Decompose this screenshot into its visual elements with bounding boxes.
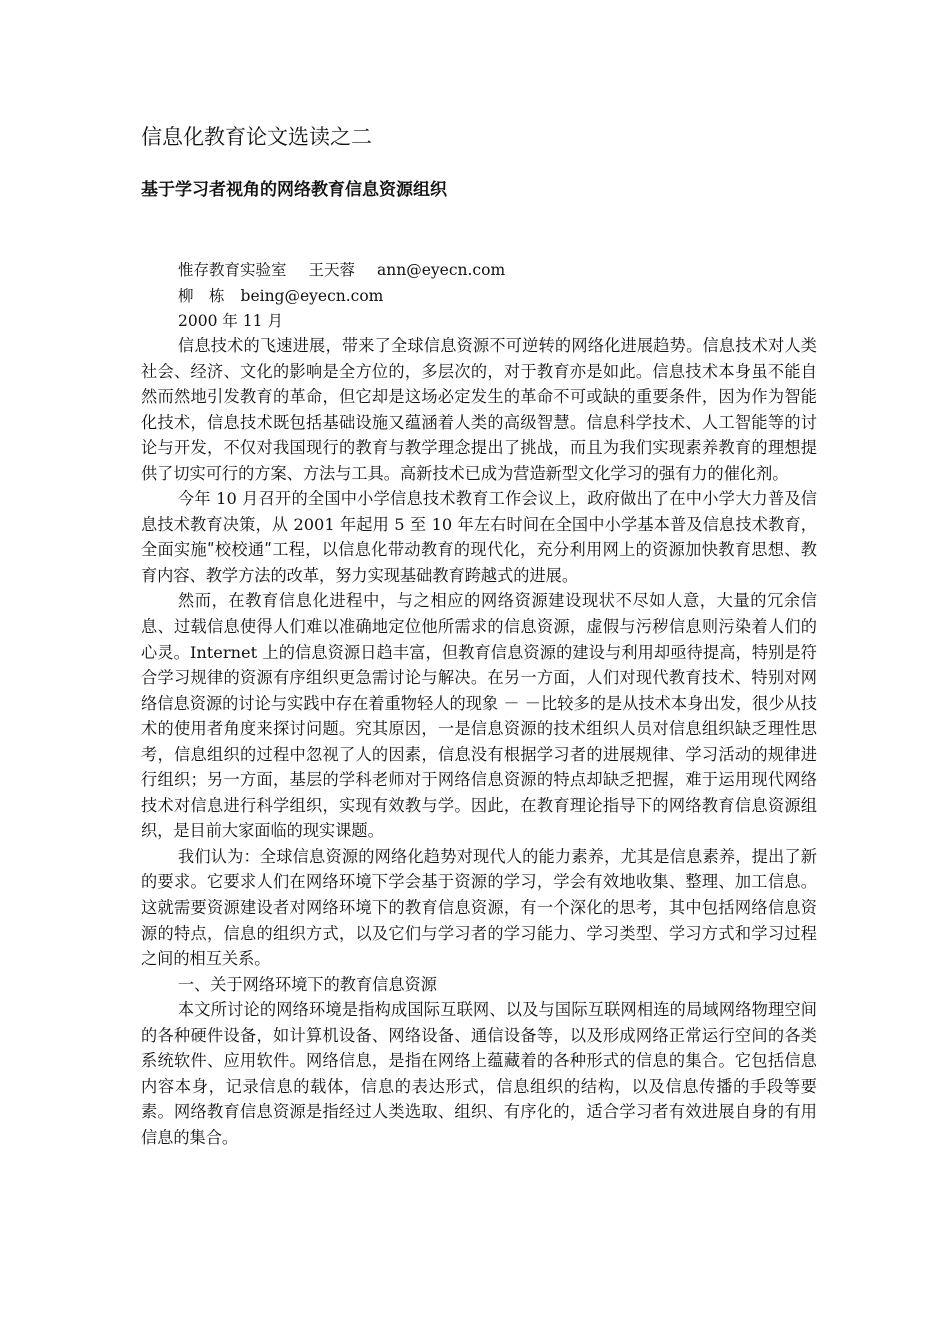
document-date: 2000 年 11 月 bbox=[178, 312, 283, 330]
author-organization: 惟存教育实验室 bbox=[178, 261, 287, 279]
author-email: being@eyecn.com bbox=[240, 287, 384, 305]
author-name: 王天蓉 bbox=[308, 261, 356, 279]
author-email: ann@eyecn.com bbox=[377, 261, 506, 279]
document-title: 信息化教育论文选读之二 bbox=[141, 125, 372, 149]
body-paragraph: 然而，在教育信息化进程中，与之相应的网络资源建设现状不尽如人意，大量的冗余信息、过载信息使得人们难以准确地定位他所需求的信息资源，虚假与污秽信息则污染着人们的心灵。Internet 上的信息资源日趋丰富，但教育信息资源的建设与利用却亟待提高，特别是符合学习规律的资源有序组织更急需讨论与解决。在另一方面，人们对现代教育技术、特别对网络信息资源的讨论与实践中存在着重物轻人的现象 － －比较多的是从技术本身出发，很少从技术的使用者角度来探讨问题。究其原因，一是信息资源的技术组织人员对信息组织缺乏理性思考，信息组织的过程中忽视了人的因素，信息没有根据学习者的进展规律、学习活动的规律进行组织；另一方面，基层的学科老师对于网络信息资源的特点却缺乏把握，难于运用现代网络技术对信息进行科学组织，实现有效教与学。因此，在教育理论指导下的网络教育信息资源组织，是目前大家面临的现实课题。 bbox=[141, 591, 817, 841]
body-paragraph: 本文所讨论的网络环境是指构成国际互联网、以及与国际互联网相连的局域网络物理空间的各种硬件设备，如计算机设备、网络设备、通信设备等，以及形成网络正常运行空间的各类系统软件、应用软件。网络信息，是指在网络上蕴藏着的各种形式的信息的集合。它包括信息内容本身，记录信息的载体，信息的表达形式，信息组织的结构，以及信息传播的手段等要素。网络教育信息资源是指经过人类选取、组织、有序化的，适合学习者有效进展自身的有用信息的集合。 bbox=[141, 1000, 817, 1147]
author-line-2 bbox=[178, 284, 383, 308]
article-body bbox=[141, 333, 817, 1151]
document-subtitle: 基于学习者视角的网络教育信息资源组织 bbox=[141, 180, 447, 200]
author-name: 柳 栋 bbox=[178, 287, 225, 305]
body-paragraph: 信息技术的飞速进展，带来了全球信息资源不可逆转的网络化进展趋势。信息技术对人类社会、经济、文化的影响是全方位的，多层次的，对于教育亦是如此。信息技术本身虽不能自然而然地引发教育的革命，但它却是这场必定发生的革命不可或缺的重要条件，因为作为智能化技术，信息技术既包括基础设施又蕴涵着人类的高级智慧。信息科学技术、人工智能等的讨论与开发，不仅对我国现行的教育与教学理念提出了挑战，而且为我们实现素养教育的理想提供了切实可行的方案、方法与工具。高新技术已成为营造新型文化学习的强有力的催化剂。 bbox=[141, 336, 817, 483]
author-line-1 bbox=[178, 258, 505, 282]
body-paragraph: 我们认为：全球信息资源的网络化趋势对现代人的能力素养，尤其是信息素养，提出了新的要求。它要求人们在网络环境下学会基于资源的学习，学会有效地收集、整理、加工信息。这就需要资源建设者对网络环境下的教育信息资源，有一个深化的思考，其中包括网络信息资源的特点，信息的组织方式，以及它们与学习者的学习能力、学习类型、学习方式和学习过程之间的相互关系。 bbox=[141, 846, 817, 969]
section-heading: 一、关于网络环境下的教育信息资源 bbox=[177, 974, 437, 994]
body-paragraph: 今年 10 月召开的全国中小学信息技术教育工作会议上，政府做出了在中小学大力普及信息技术教育决策，从 2001 年起用 5 至 10 年左右时间在全国中小学基本普及信息技术教育，全面实施ʺ校校通ʺ工程，以信息化带动教育的现代化，充分利用网上的资源加快教育思想、教育内容、教学方法的改革，努力实现基础教育跨越式的进展。 bbox=[141, 489, 817, 585]
